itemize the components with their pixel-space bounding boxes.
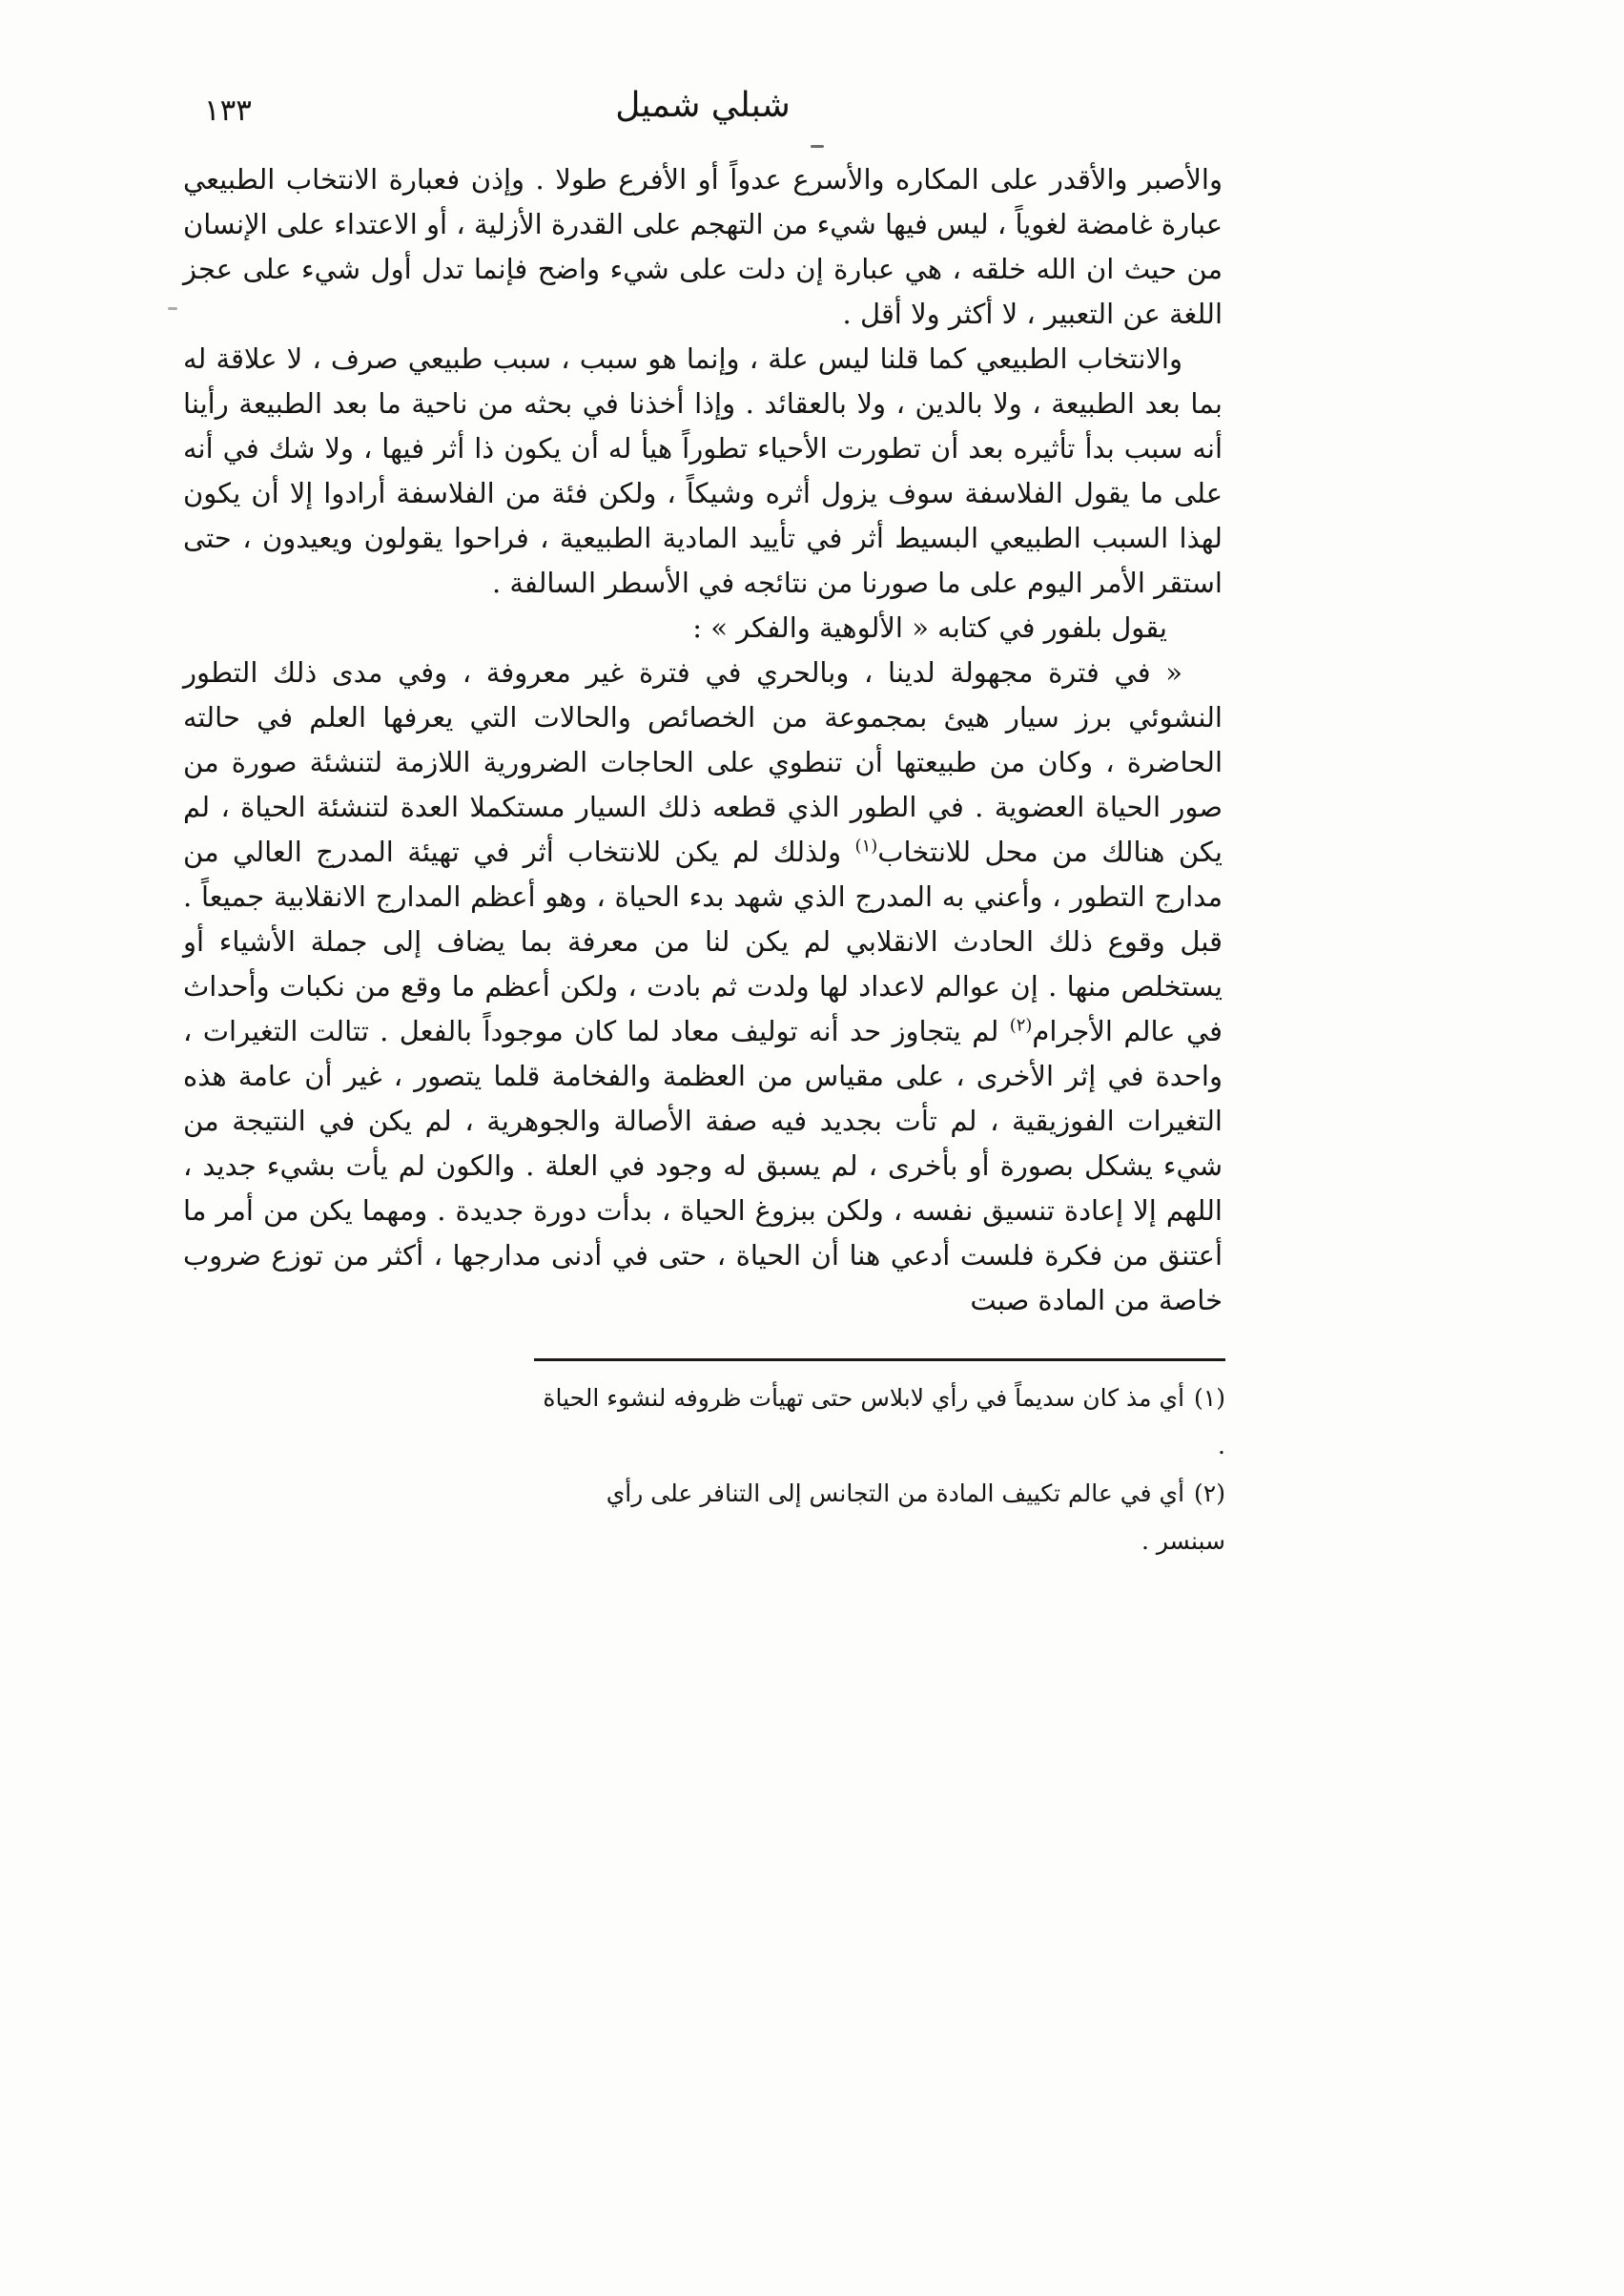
page-number: ١٣٣ <box>204 93 252 128</box>
footnote-2 <box>534 1470 1225 1565</box>
running-title: شبلي شميل <box>615 86 791 125</box>
footnote-1-text: أي مذ كان سديماً في رأي لابلاس حتى تهيأت ظروفه لنشوء الحياة . <box>543 1384 1225 1459</box>
quote-text-part-3: لم يتجاوز حد أنه توليف معاد لما كان موجوداً بالفعل . تتالت التغيرات ، واحدة في إثر الأخرى ، على مقياس من العظمة والفخامة قلما يتصور ، غير أن عامة هذه التغيرات الفوزيقية ، لم تأت بجديد فيه صفة الأصالة والجوهرية ، لم يكن في النتيجة من شيء يشكل بصورة أو بأخرى ، لم يسبق له وجود في العلة . والكون لم يأت بشيء جديد ، اللهم إلا إعادة تنسيق نفسه ، ولكن ببزوغ الحياة ، بدأت دورة جديدة . ومهما يكن من أمر ما أعتنق من فكرة فلست أدعي هنا أن الحياة ، حتى في أدنى مدارجها ، أكثر من توزع ضروب خاصة من المادة صبت <box>183 1015 1223 1316</box>
footnote-ref-1: (١) <box>854 836 878 857</box>
quote-paragraph <box>183 651 1223 1323</box>
footnote-ref-2: (٢) <box>1009 1015 1033 1036</box>
footnote-2-marker: (٢) <box>1194 1479 1225 1507</box>
scan-artifact <box>168 307 177 310</box>
footnote-1 <box>534 1375 1225 1470</box>
footnote-divider <box>534 1358 1225 1361</box>
footnote-2-text: أي في عالم تكييف المادة من التجانس إلى التنافر على رأي سبنسر . <box>606 1479 1225 1555</box>
page-header <box>183 86 1223 143</box>
paragraph-continuation: والأصبر والأقدر على المكاره والأسرع عدواً أو الأفرع طولا . وإذن فعبارة الانتخاب الطبيعي عبارة غامضة لغوياً ، ليس فيها شيء من التهجم على القدرة الأزلية ، أو الاعتداء على الإنسان من حيث ان الله خلقه ، هي عبارة إن دلت على شيء واضح فإنما تدل أول شيء على عجز اللغة عن التعبير ، لا أكثر ولا أقل . <box>183 163 1223 330</box>
footnote-1-marker: (١) <box>1194 1384 1225 1412</box>
quote-text-part-1: « في فترة مجهولة لدينا ، وبالحري في فترة غير معروفة ، وفي مدى ذلك التطور النشوئي برز سيار هيئ بمجموعة من الخصائص والحالات التي يعرفها العلم في حالته الحاضرة ، وكان من طبيعتها أن تنطوي على الحاجات الضرورية اللازمة لتنشئة صورة من صور الحياة العضوية . في الطور الذي قطعه ذلك السيار مستكملا العدة لتنشئة الحياة ، لم يكن هنالك من محل للانتخاب <box>183 656 1223 868</box>
paragraph-natural-selection: والانتخاب الطبيعي كما قلنا ليس علة ، وإنما هو سبب ، سبب طبيعي صرف ، لا علاقة له بما بعد الطبيعة ، ولا بالدين ، ولا بالعقائد . وإذا أخذنا في بحثه من ناحية ما بعد الطبيعة رأينا أنه سبب بدأ تأثيره بعد أن تطورت الأحياء تطوراً هيأ له أن يكون ذا أثر فيها ، ولا شك في أنه على ما يقول الفلاسفة سوف يزول أثره وشيكاً ، ولكن فئة من الفلاسفة أرادوا إلا أن يكون لهذا السبب الطبيعي البسيط أثر في تأييد المادية الطبيعية ، فراحوا يقولون ويعيدون ، حتى استقر الأمر اليوم على ما صورنا من نتائجه في الأسطر السالفة . <box>183 342 1223 599</box>
footnotes-section <box>534 1358 1225 1565</box>
scan-artifact <box>811 145 824 148</box>
text-block <box>183 157 1223 1323</box>
quote-introduction: يقول بلفور في كتابه « الألوهية والفكر » : <box>692 611 1167 644</box>
quote-text-part-2: ولذلك لم يكن للانتخاب أثر في تهيئة المدرج العالي من مدارج التطور ، وأعني به المدرج الذي شهد بدء الحياة ، وهو أعظم المدارج الانقلابية جميعاً . قبل وقوع ذلك الحادث الانقلابي لم يكن لنا من معرفة بما يضاف إلى جملة الأشياء أو يستخلص منها . إن عوالم لاعداد لها ولدت ثم بادت ، ولكن أعظم ما وقع من نكبات وأحداث في عالم الأجرام <box>183 836 1223 1047</box>
